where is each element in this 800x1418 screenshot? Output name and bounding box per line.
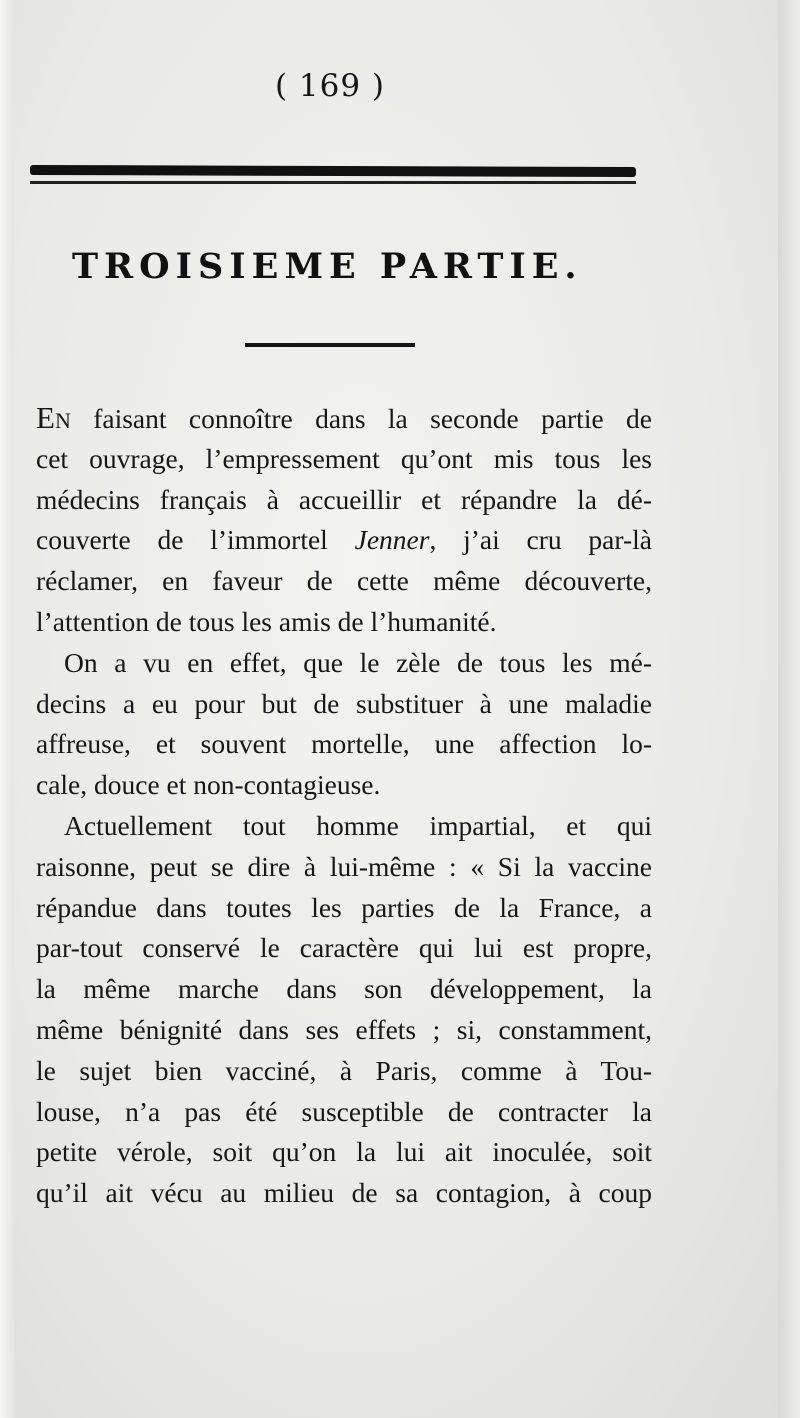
italic-name: Jenner	[354, 524, 430, 556]
text-line: affreuse, et souvent mortelle, une affection lo-	[36, 728, 652, 760]
text-line	[36, 520, 652, 561]
text-line: médecins français à accueillir et répandre la dé-	[36, 483, 652, 515]
text-line: par-tout conservé le caractère qui lui est propre,	[36, 932, 652, 964]
text-line: l’attention de tous les amis de l’humanité.	[36, 605, 497, 637]
header-rule-thin	[30, 181, 636, 184]
text-line: réclamer, en faveur de cette même découverte,	[36, 565, 652, 597]
scan-edge-left	[0, 0, 14, 1418]
smallcap-letter: N	[54, 408, 71, 433]
text-line: cale, douce et non-contagieuse.	[36, 769, 381, 801]
text-line: la même marche dans son développement, la	[36, 973, 652, 1005]
header-rule-thick	[30, 165, 636, 177]
text-line: petite vérole, soit qu’on la lui ait inoculée, soit	[36, 1136, 652, 1168]
text-line: louse, n’a pas été susceptible de contracter la	[36, 1095, 652, 1127]
text-fragment: faisant connoître dans la seconde partie de	[70, 403, 652, 434]
dropcap-letter: E	[36, 400, 55, 435]
section-title: TROISIEME PARTIE.	[72, 246, 583, 287]
text-fragment: , j’ai cru par-là	[429, 524, 652, 556]
text-line: répandue dans toutes les parties de la France, a	[36, 891, 652, 923]
page-number: ( 169 )	[274, 68, 386, 104]
text-line	[36, 398, 652, 439]
text-line: qu’il ait vécu au milieu de sa contagion, à coup	[36, 1177, 652, 1209]
text-line: decins a eu pour but de substituer à une maladie	[36, 687, 652, 719]
body-text	[36, 398, 652, 1214]
text-line: raisonne, peut se dire à lui-même : « Si la vaccine	[36, 850, 652, 882]
text-line: le sujet bien vacciné, à Paris, comme à Tou-	[36, 1054, 652, 1086]
text-line: On a vu en effet, que le zèle de tous les mé-	[64, 646, 652, 678]
title-rule	[245, 343, 415, 347]
text-line: Actuellement tout homme impartial, et qui	[64, 809, 652, 841]
text-line: même bénignité dans ses effets ; si, constamment,	[36, 1013, 652, 1045]
text-fragment: couverte de l’immortel	[36, 524, 355, 556]
scan-edge-right	[778, 0, 800, 1418]
text-line: cet ouvrage, l’empressement qu’ont mis tous les	[36, 442, 652, 474]
